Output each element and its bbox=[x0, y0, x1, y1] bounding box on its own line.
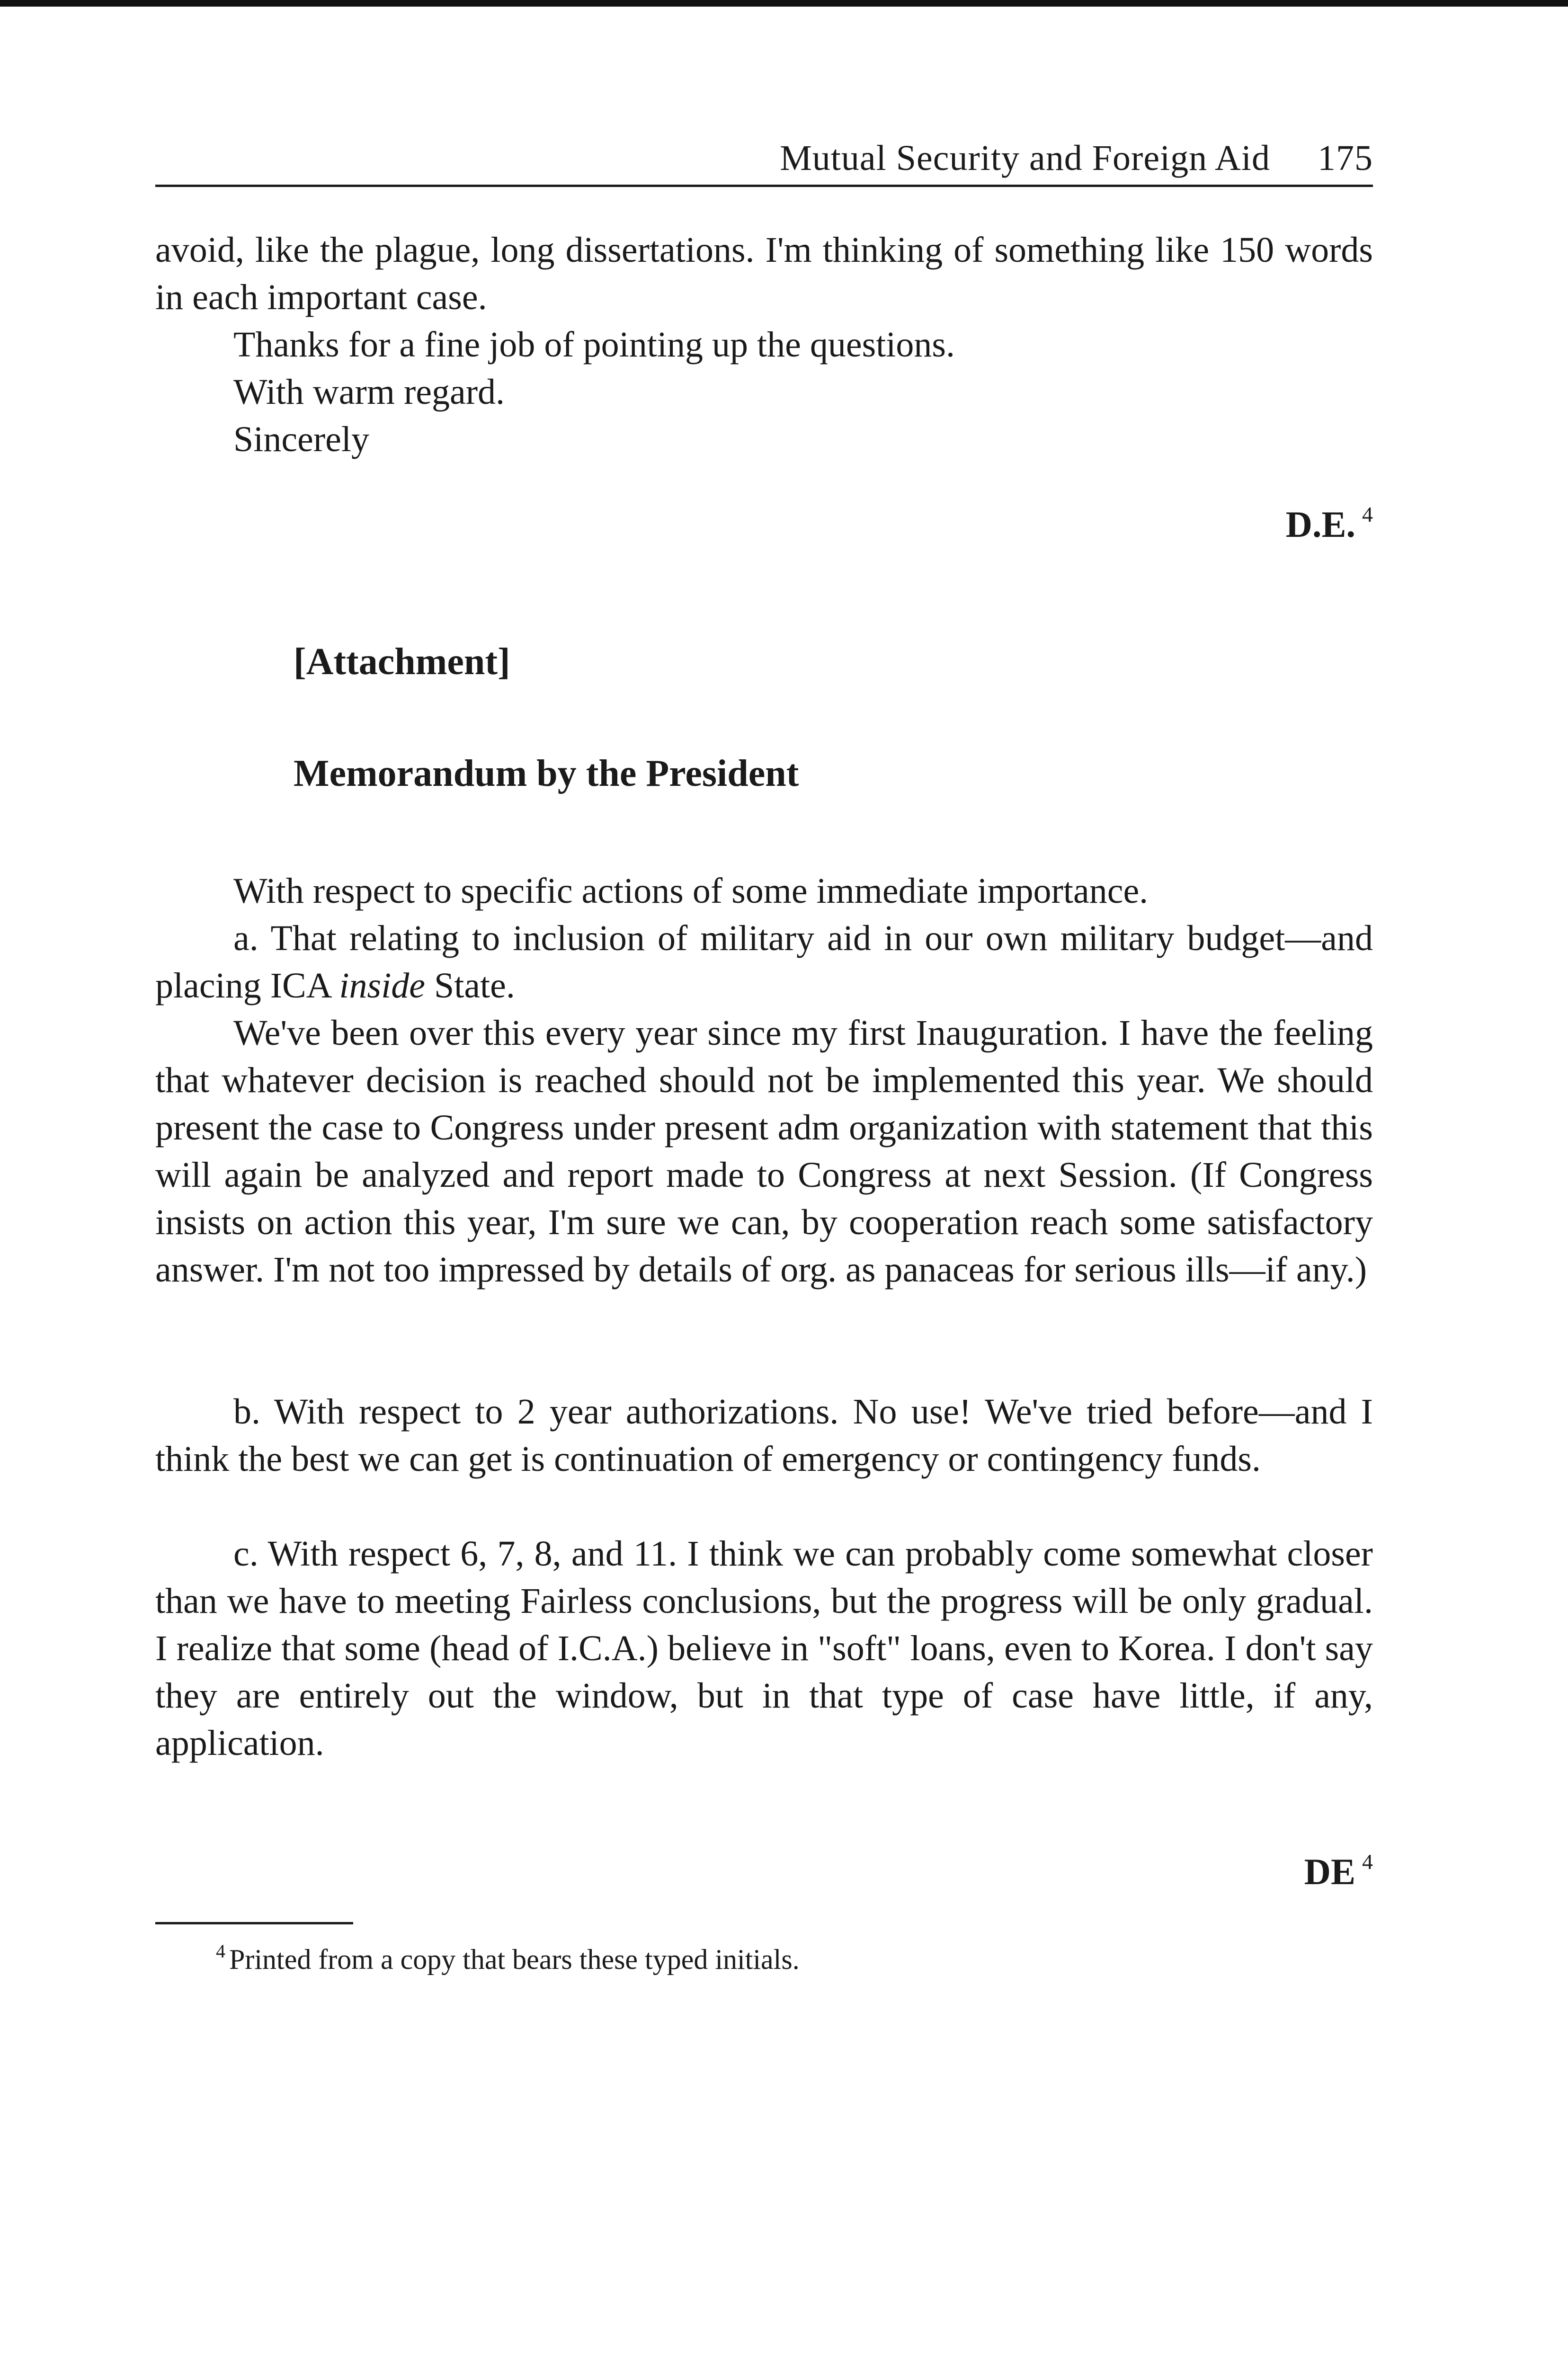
page-top-edge bbox=[0, 0, 1568, 7]
running-title: Mutual Security and Foreign Aid bbox=[780, 138, 1270, 178]
letter-thanks: Thanks for a fine job of pointing up the questions. bbox=[233, 325, 955, 365]
memo-item-b: b. With respect to 2 year authorizations. No use! We've tried before—and I think the best we can get is continuation of emergency or contingency funds. bbox=[155, 1392, 1373, 1479]
memorandum-title: Memorandum by the President bbox=[294, 753, 799, 794]
letter-signature-initials bbox=[1286, 504, 1373, 543]
letter-continuation: avoid, like the plague, long dissertations. I'm thinking of something like 150 words in each important case. bbox=[155, 230, 1373, 317]
footnote bbox=[216, 1942, 800, 1974]
memo-signature-initials bbox=[1304, 1851, 1373, 1890]
item-a-text: a. That relating to inclusion of military aid in our own military budget—and placing ICA bbox=[155, 918, 1373, 1006]
footnote-ref: 4 bbox=[1362, 1850, 1373, 1874]
letter-regards: With warm regard. bbox=[233, 372, 505, 412]
memo-item-a bbox=[155, 915, 1373, 1009]
attachment-label: [Attachment] bbox=[294, 641, 510, 683]
memo-paragraph-a: We've been over this every year since my first Inauguration. I have the feeling that whatever decision is reached should not be implemented this year. We should present the case to Congress under present adm organization with statement that this will again be analyzed and report made to Congress at next Session. (If Congress insists on action this year, I'm sure we can, by cooperation reach some satisfactory answer. I'm not too impressed by details of org. as panaceas for serious ills—if any.) bbox=[155, 1013, 1373, 1290]
initials-text: DE bbox=[1304, 1851, 1355, 1892]
initials-text: D.E. bbox=[1285, 504, 1355, 545]
memo-intro: With respect to specific actions of some immediate importance. bbox=[233, 871, 1149, 911]
memo-item-c: c. With respect 6, 7, 8, and 11. I think we can probably come somewhat closer than we have to meeting Fairless conclusions, but the progress will be only gradual. I realize that some (head of I.C.A.) believe in "soft" loans, even to Korea. I don't say they are entirely out the window, but in that type of case have little, if any, application. bbox=[155, 1534, 1373, 1763]
running-head-line bbox=[780, 140, 1373, 176]
item-a-emphasis: inside bbox=[339, 966, 425, 1006]
footnote-text: Printed from a copy that bears these typed initials. bbox=[229, 1944, 800, 1975]
running-header bbox=[155, 140, 1373, 187]
footnote-divider bbox=[155, 1922, 353, 1924]
footnote-ref: 4 bbox=[1362, 502, 1373, 526]
letter-closing: Sincerely bbox=[233, 419, 370, 459]
footnote-marker: 4 bbox=[216, 1940, 225, 1962]
item-a-end: State. bbox=[425, 966, 515, 1006]
page-number: 175 bbox=[1318, 138, 1373, 178]
